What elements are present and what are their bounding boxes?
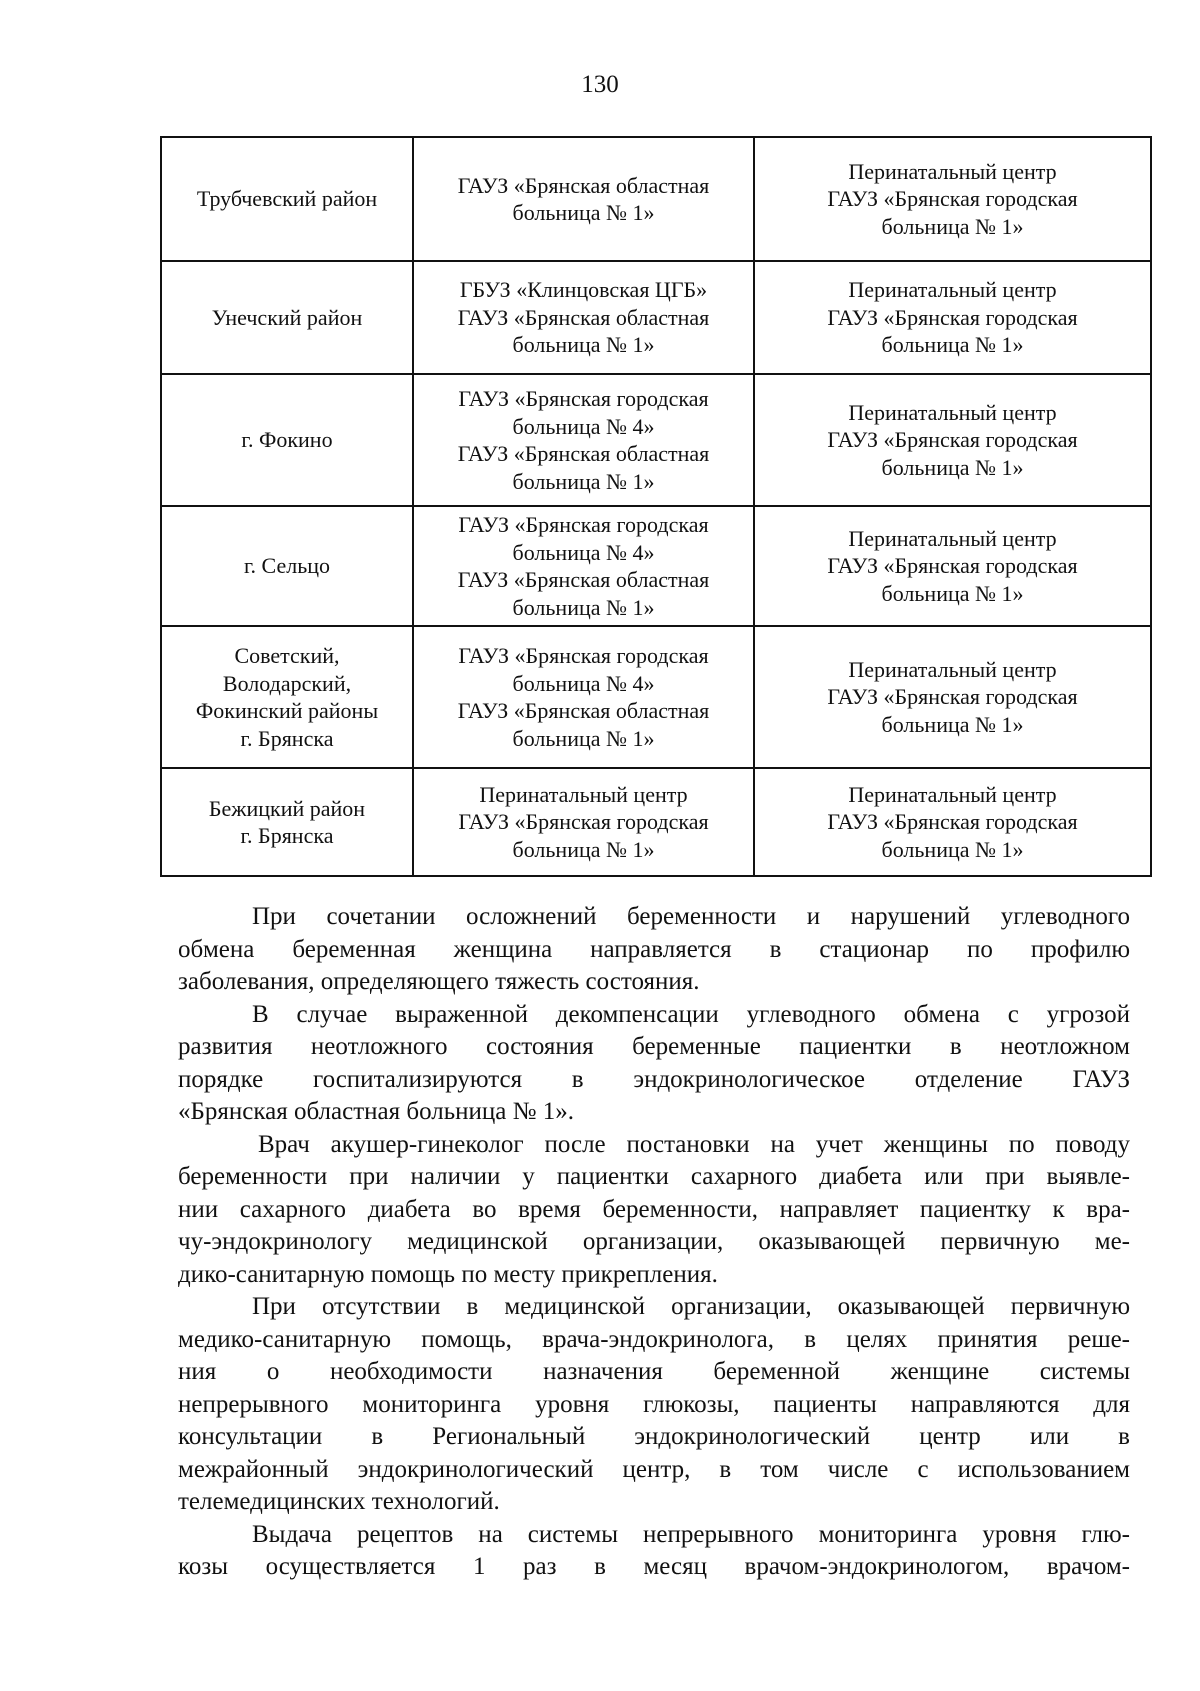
cell-line: больница № 4» <box>512 670 655 696</box>
paragraph-line: медико-санитарную помощь, врача-эндокринолога, в целях принятия реше- <box>178 1325 1130 1353</box>
area-cell <box>161 506 413 626</box>
cell-line: больница № 4» <box>512 539 655 565</box>
stage2-cell <box>754 137 1151 261</box>
cell-line: г. Брянска <box>240 823 334 848</box>
cell-line: Володарский, <box>222 670 352 696</box>
stage2-cell <box>754 261 1151 374</box>
cell-line: больница № 1» <box>512 332 655 358</box>
cell-line: ГАУЗ «Брянская городская <box>458 643 709 668</box>
cell-line: ГАУЗ «Брянская городская <box>458 809 709 835</box>
cell-line: больница № 1» <box>881 836 1024 862</box>
paragraph-line: При сочетании осложнений беременности и нарушений углеводного <box>252 903 1130 930</box>
cell-line: ГАУЗ «Брянская городская <box>458 386 709 411</box>
paragraph-line: чу-эндокринологу медицинской организации, оказывающей первичную ме- <box>178 1228 1130 1255</box>
cell-line: больница № 1» <box>881 711 1024 737</box>
paragraph-line: ния о необходимости назначения беременной женщине системы <box>178 1358 1130 1385</box>
paragraph-line: заболевания, определяющего тяжесть состояния. <box>178 968 700 995</box>
cell-line: Советский, <box>234 643 340 668</box>
cell-line: ГАУЗ «Брянская городская <box>827 809 1078 835</box>
cell-line: ГАУЗ «Брянская областная <box>457 698 710 723</box>
paragraph-line: Выдача рецептов на системы непрерывного мониторинга уровня глю- <box>252 1520 1130 1548</box>
cell-line: ГАУЗ «Брянская городская <box>458 512 709 537</box>
cell-line: Бежицкий район <box>208 795 366 821</box>
paragraph-line: обмена беременная женщина направляется в стационар по профилю <box>178 935 1130 963</box>
paragraph-line: «Брянская областная больница № 1». <box>178 1098 574 1125</box>
cell-line: Трубчевский район <box>196 186 378 212</box>
routing-table-body <box>161 137 1151 876</box>
cell-line: Перинатальный центр <box>848 525 1057 551</box>
cell-line: ГАУЗ «Брянская городская <box>827 684 1078 710</box>
table-row <box>161 506 1151 626</box>
paragraph-line: При отсутствии в медицинской организации, оказывающей первичную <box>252 1293 1130 1320</box>
cell-line: больница № 1» <box>881 580 1024 606</box>
cell-line: больница № 1» <box>512 468 655 494</box>
paragraph-line: межрайонный эндокринологический центр, в том числе с использованием <box>178 1455 1130 1483</box>
table-row <box>161 768 1151 876</box>
cell-line: Перинатальный центр <box>848 781 1057 807</box>
cell-line: ГАУЗ «Брянская городская <box>827 304 1078 330</box>
paragraph-line: порядке госпитализируются в эндокринологическое отделение ГАУЗ <box>178 1065 1130 1093</box>
cell-line: больница № 1» <box>512 725 655 751</box>
paragraph-line: нии сахарного диабета во время беременности, направляет пациентку к вра- <box>178 1195 1130 1223</box>
body-text <box>178 901 1130 1584</box>
cell-line: Перинатальный центр <box>848 158 1057 184</box>
cell-line: ГБУЗ «Клинцовская ЦГБ» <box>459 277 708 303</box>
cell-line: больница № 4» <box>512 413 655 439</box>
table-row <box>161 137 1151 261</box>
cell-line: Унечский район <box>211 304 363 330</box>
paragraph-line: телемедицинских технологий. <box>178 1488 500 1515</box>
stage2-cell <box>754 374 1151 506</box>
paragraph-line: беременности при наличии у пациентки сахарного диабета или при выявле- <box>178 1163 1130 1190</box>
area-cell <box>161 261 413 374</box>
cell-line: ГАУЗ «Брянская городская <box>827 553 1078 579</box>
routing-table <box>160 136 1152 877</box>
paragraph-line: В случае выраженной декомпенсации углеводного обмена с угрозой <box>252 1000 1130 1028</box>
cell-line: ГАУЗ «Брянская областная <box>457 567 710 592</box>
cell-line: больница № 1» <box>881 332 1024 358</box>
cell-line: Перинатальный центр <box>848 277 1057 303</box>
stage2-cell <box>754 506 1151 626</box>
cell-line: Перинатальный центр <box>848 656 1057 682</box>
paragraph-line: дико-санитарную помощь по месту прикрепления. <box>178 1260 718 1288</box>
cell-line: ГАУЗ «Брянская областная <box>457 172 710 198</box>
table-row <box>161 626 1151 768</box>
cell-line: больница № 1» <box>512 594 655 620</box>
area-cell <box>161 137 413 261</box>
table-row <box>161 374 1151 506</box>
cell-line: ГАУЗ «Брянская областная <box>457 304 710 330</box>
cell-line: г. Брянска <box>240 725 334 751</box>
cell-line: ГАУЗ «Брянская городская <box>827 186 1078 212</box>
stage1-cell <box>413 137 754 261</box>
cell-line: г. Фокино <box>241 427 333 453</box>
area-cell <box>161 626 413 768</box>
area-cell <box>161 768 413 876</box>
paragraph-line: непрерывного мониторинга уровня глюкозы, пациенты направляются для <box>178 1390 1130 1418</box>
paragraph-line: козы осуществляется 1 раз в месяц врачом-эндокринологом, врачом- <box>178 1553 1130 1580</box>
stage2-cell <box>754 768 1151 876</box>
cell-line: Перинатальный центр <box>479 781 688 807</box>
cell-line: больница № 1» <box>881 454 1024 480</box>
paragraph-line: консультации в Региональный эндокринологический центр или в <box>178 1423 1130 1450</box>
page-number: 130 <box>581 71 619 98</box>
cell-line: ГАУЗ «Брянская городская <box>827 427 1078 453</box>
cell-line: Перинатальный центр <box>848 399 1057 425</box>
cell-line: больница № 1» <box>881 213 1024 239</box>
cell-line: г. Сельцо <box>243 553 331 579</box>
cell-line: больница № 1» <box>512 200 655 225</box>
cell-line: больница № 1» <box>512 836 655 862</box>
stage1-cell <box>413 626 754 768</box>
paragraph-line: Врач акушер-гинеколог после постановки на учет женщины по поводу <box>258 1130 1130 1158</box>
stage1-cell <box>413 768 754 876</box>
table-row <box>161 261 1151 374</box>
cell-line: Фокинский районы <box>195 698 379 723</box>
cell-line: ГАУЗ «Брянская областная <box>457 441 710 466</box>
paragraph-line: развития неотложного состояния беременные пациентки в неотложном <box>178 1033 1130 1060</box>
area-cell <box>161 374 413 506</box>
stage1-cell <box>413 261 754 374</box>
stage1-cell <box>413 506 754 626</box>
stage1-cell <box>413 374 754 506</box>
stage2-cell <box>754 626 1151 768</box>
